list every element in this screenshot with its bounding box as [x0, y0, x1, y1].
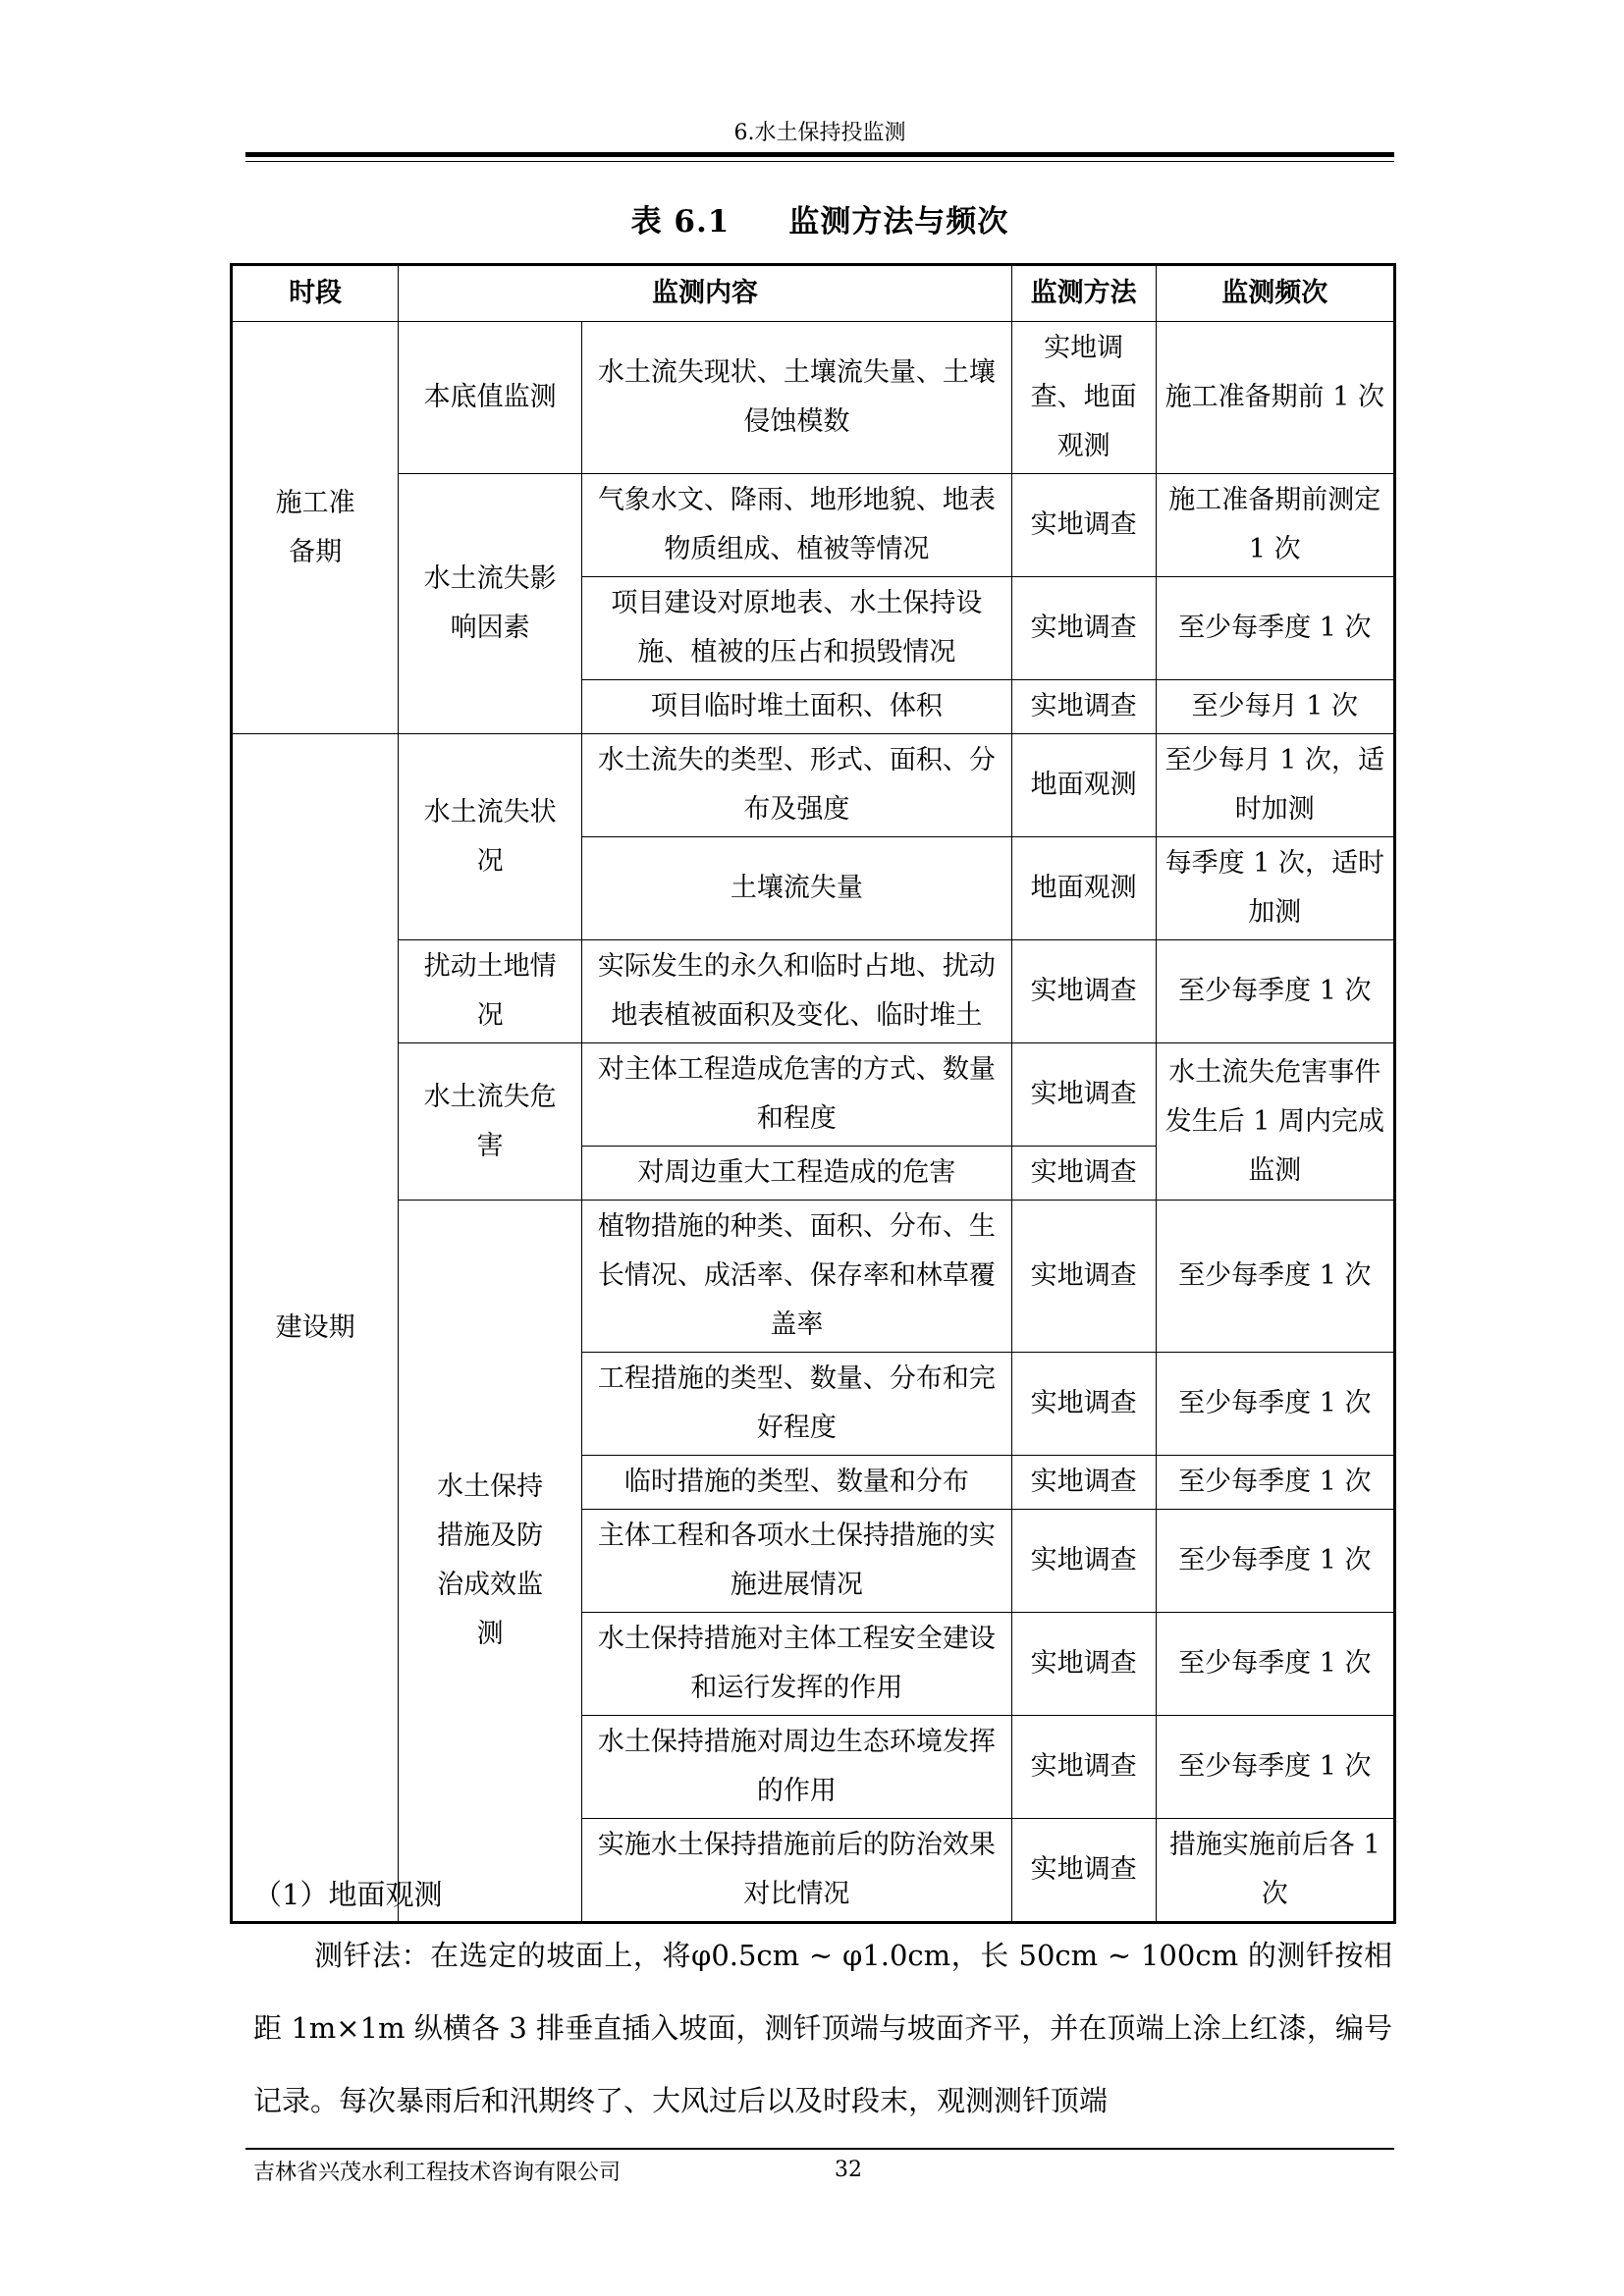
content-cell: 项目建设对原地表、水土保持设施、植被的压占和损毁情况 — [582, 577, 1012, 680]
method-cell: 实地调查 — [1011, 1353, 1156, 1456]
content-cell: 水土流失的类型、形式、面积、分布及强度 — [582, 734, 1012, 837]
header-period: 时段 — [232, 265, 399, 322]
frequency-cell: 措施实施前后各 1 次 — [1156, 1819, 1394, 1923]
frequency-cell: 至少每季度 1 次 — [1156, 1716, 1394, 1819]
method-cell: 实地调查 — [1011, 1819, 1156, 1923]
period-cell: 施工准备期 — [232, 322, 399, 734]
content-cell: 临时措施的类型、数量和分布 — [582, 1456, 1012, 1510]
method-cell: 地面观测 — [1011, 837, 1156, 940]
table-row — [232, 734, 1395, 837]
frequency-cell: 至少每季度 1 次 — [1156, 1613, 1394, 1716]
content-cell: 水土保持措施对主体工程安全建设和运行发挥的作用 — [582, 1613, 1012, 1716]
frequency-cell: 至少每季度 1 次 — [1156, 1510, 1394, 1613]
frequency-cell: 至少每季度 1 次 — [1156, 577, 1394, 680]
table-row — [232, 322, 1395, 474]
content-cell: 工程措施的类型、数量、分布和完好程度 — [582, 1353, 1012, 1456]
monitoring-table — [230, 263, 1396, 1924]
body-paragraph: 测钎法：在选定的坡面上，将φ0.5cm ~ φ1.0cm，长 50cm ~ 100cm 的测钎按相距 1m×1m 纵横各 3 排垂直插入坡面，测钎顶端与坡面齐平，并在顶端上涂上红漆，编号记录。每次暴雨后和汛期终了、大风过后以及时段末，观测测钎顶端 — [253, 1939, 1392, 2117]
content-cell: 植物措施的种类、面积、分布、生长情况、成活率、保存率和林草覆盖率 — [582, 1201, 1012, 1353]
period-cell: 建设期 — [232, 734, 399, 1923]
content-cell: 水土保持措施对周边生态环境发挥的作用 — [582, 1716, 1012, 1819]
table-header-row — [232, 265, 1395, 322]
method-cell: 实地调查 — [1011, 1510, 1156, 1613]
method-cell: 地面观测 — [1011, 734, 1156, 837]
header-rule-thick — [245, 152, 1394, 157]
frequency-cell: 至少每季度 1 次 — [1156, 1456, 1394, 1510]
header-content: 监测内容 — [399, 265, 1011, 322]
header-method: 监测方法 — [1011, 265, 1156, 322]
subcategory-cell: 水土流失影响因素 — [399, 474, 582, 734]
content-cell: 实施水土保持措施前后的防治效果对比情况 — [582, 1819, 1012, 1923]
table-caption-title: 监测方法与频次 — [788, 204, 1009, 240]
content-cell: 对周边重大工程造成的危害 — [582, 1147, 1012, 1201]
content-cell: 土壤流失量 — [582, 837, 1012, 940]
method-cell: 实地调查 — [1011, 1613, 1156, 1716]
frequency-cell: 至少每月 1 次，适时加测 — [1156, 734, 1394, 837]
content-cell: 对主体工程造成危害的方式、数量和程度 — [582, 1043, 1012, 1147]
method-cell: 实地调查 — [1011, 1147, 1156, 1201]
frequency-cell: 施工准备期前测定 1 次 — [1156, 474, 1394, 577]
frequency-cell: 水土流失危害事件发生后 1 周内完成监测 — [1156, 1043, 1394, 1201]
method-cell: 实地调查 — [1011, 1043, 1156, 1147]
method-cell: 实地调查 — [1011, 1201, 1156, 1353]
table-row — [232, 1043, 1395, 1147]
frequency-cell: 至少每月 1 次 — [1156, 680, 1394, 734]
header-frequency: 监测频次 — [1156, 265, 1394, 322]
frequency-cell: 至少每季度 1 次 — [1156, 1353, 1394, 1456]
frequency-cell: 至少每季度 1 次 — [1156, 940, 1394, 1043]
content-cell: 气象水文、降雨、地形地貌、地表物质组成、植被等情况 — [582, 474, 1012, 577]
subcategory-cell: 水土保持措施及防治成效监测 — [399, 1201, 582, 1923]
content-cell: 水土流失现状、土壤流失量、土壤侵蚀模数 — [582, 322, 1012, 474]
method-cell: 实地调查 — [1011, 1456, 1156, 1510]
table-row — [232, 1201, 1395, 1353]
frequency-cell: 每季度 1 次，适时加测 — [1156, 837, 1394, 940]
body-subheading: （1）地面观测 — [253, 1878, 443, 1911]
table-row — [232, 940, 1395, 1043]
subcategory-cell: 扰动土地情况 — [399, 940, 582, 1043]
table-caption-number: 表 6.1 — [630, 204, 731, 240]
method-cell: 实地调查、地面观测 — [1011, 322, 1156, 474]
footer-company: 吉林省兴茂水利工程技术咨询有限公司 — [253, 2161, 622, 2185]
table-caption — [245, 196, 1394, 240]
subcategory-cell: 本底值监测 — [399, 322, 582, 474]
content-cell: 实际发生的永久和临时占地、扰动地表植被面积及变化、临时堆土 — [582, 940, 1012, 1043]
frequency-cell: 至少每季度 1 次 — [1156, 1201, 1394, 1353]
method-cell: 实地调查 — [1011, 577, 1156, 680]
content-cell: 项目临时堆土面积、体积 — [582, 680, 1012, 734]
frequency-cell: 施工准备期前 1 次 — [1156, 322, 1394, 474]
method-cell: 实地调查 — [1011, 1716, 1156, 1819]
method-cell: 实地调查 — [1011, 940, 1156, 1043]
running-header: 6.水土保持投监测 — [733, 121, 906, 145]
page-number: 32 — [835, 2158, 862, 2182]
header-rule-thin — [245, 161, 1394, 162]
method-cell: 实地调查 — [1011, 474, 1156, 577]
footer-rule — [245, 2148, 1394, 2150]
subcategory-cell: 水土流失状况 — [399, 734, 582, 940]
table-row — [232, 474, 1395, 577]
content-cell: 主体工程和各项水土保持措施的实施进展情况 — [582, 1510, 1012, 1613]
subcategory-cell: 水土流失危害 — [399, 1043, 582, 1201]
method-cell: 实地调查 — [1011, 680, 1156, 734]
